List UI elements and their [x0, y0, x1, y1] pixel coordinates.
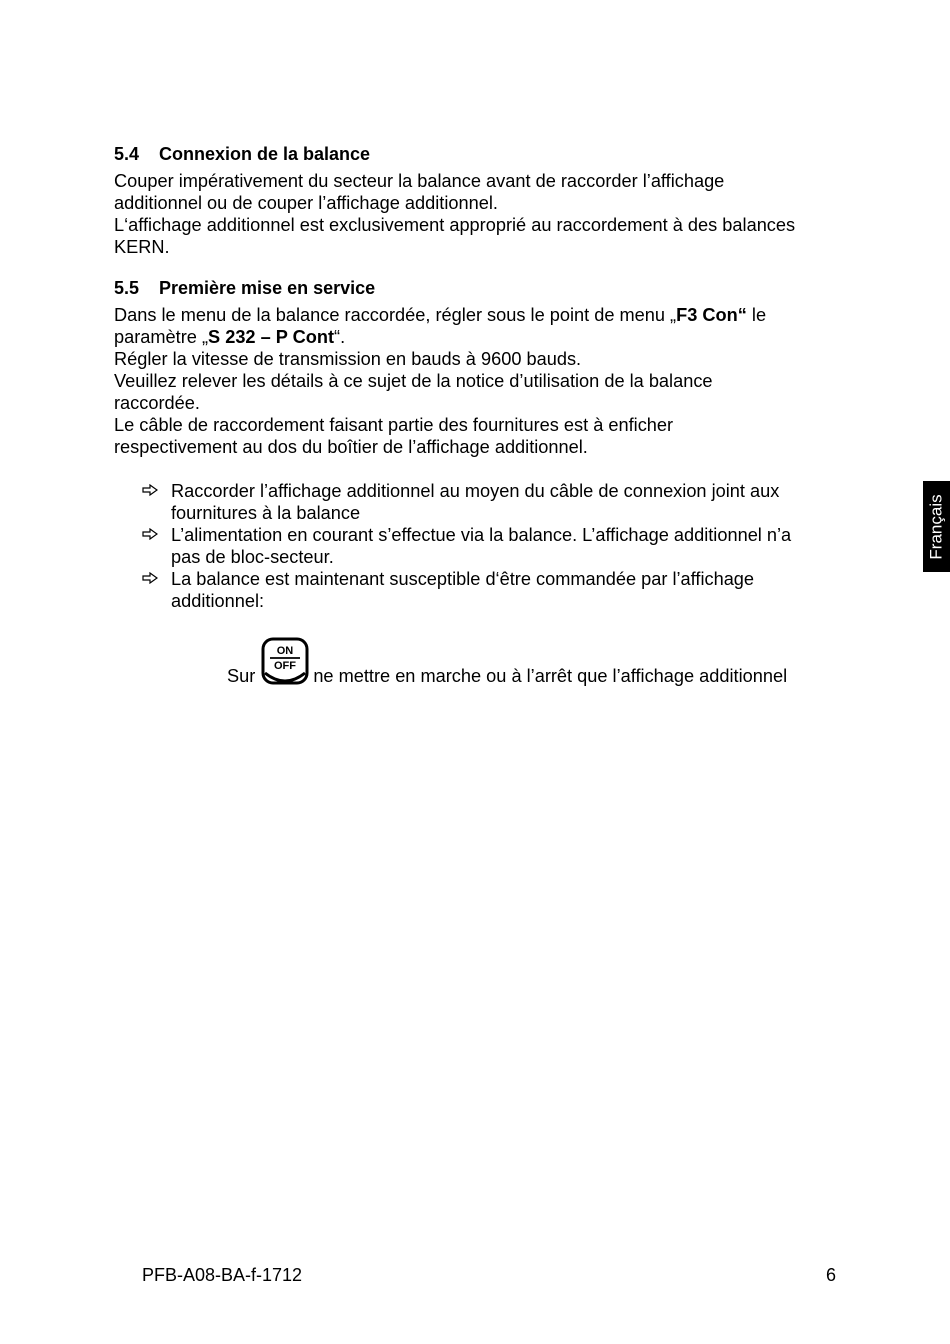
section-title: Connexion de la balance [159, 144, 371, 164]
list-item-line: fournitures à la balance [171, 503, 361, 523]
onoff-suffix: ne mettre en marche ou à l’arrêt que l’affichage additionnel [313, 666, 788, 686]
menu-point-name: F3 Con“ [676, 305, 747, 325]
list-item-line: Raccorder l’affichage additionnel au moyen du câble de connexion joint aux [171, 481, 780, 501]
section-number: 5.5 [114, 278, 140, 298]
text-run: “. [334, 327, 346, 347]
list-item-line: pas de bloc-secteur. [171, 547, 334, 567]
paragraph-line: Couper impérativement du secteur la balance avant de raccorder l’affichage [114, 171, 725, 191]
instruction-list [142, 480, 862, 612]
section-heading-5-5 [114, 277, 375, 299]
list-item [142, 480, 862, 524]
on-off-key-icon [261, 637, 309, 687]
language-tab [923, 481, 950, 572]
paragraph-line: Le câble de raccordement faisant partie des fournitures est à enficher [114, 415, 674, 435]
language-tab-label: Français [926, 493, 946, 560]
section-title: Première mise en service [159, 278, 376, 298]
paragraph-line-parameter [114, 326, 854, 348]
list-item-line: additionnel: [171, 591, 265, 611]
list-item [142, 524, 862, 568]
paragraph-line: KERN. [114, 237, 170, 257]
text-run: Dans le menu de la balance raccordée, régler sous le point de menu „ [114, 305, 677, 325]
list-item [142, 568, 862, 612]
paragraph-line: additionnel ou de couper l’affichage additionnel. [114, 193, 498, 213]
footer-page-number: 6 [826, 1265, 837, 1285]
paragraph-line: raccordée. [114, 393, 200, 413]
section-5-5-body [114, 304, 854, 458]
paragraph-line: respectivement au dos du boîtier de l’affichage additionnel. [114, 437, 588, 457]
paragraph-line-menu [114, 304, 854, 326]
onoff-prefix: Sur [227, 666, 256, 686]
arrow-right-icon [142, 528, 158, 540]
paragraph-line: Veuillez relever les détails à ce sujet de la notice d’utilisation de la balance [114, 371, 713, 391]
list-item-line: L’alimentation en courant s’effectue via la balance. L’affichage additionnel n’a [171, 525, 792, 545]
arrow-right-icon [142, 484, 158, 496]
arrow-right-icon [142, 572, 158, 584]
list-item-line: La balance est maintenant susceptible d‘être commandée par l’affichage [171, 569, 755, 589]
section-5-4-body [114, 170, 854, 258]
text-run: paramètre „ [114, 327, 209, 347]
paragraph-line: Régler la vitesse de transmission en bauds à 9600 bauds. [114, 349, 582, 369]
key-label-off: OFF [274, 660, 297, 672]
key-label-on: ON [277, 645, 294, 657]
footer-document-reference: PFB-A08-BA-f-1712 [142, 1265, 303, 1285]
section-number: 5.4 [114, 144, 140, 164]
paragraph-line: L‘affichage additionnel est exclusivement approprié au raccordement à des balances [114, 215, 796, 235]
text-run: le [746, 305, 767, 325]
section-heading-5-4 [114, 143, 370, 165]
parameter-name: S 232 – P Cont [208, 327, 335, 347]
onoff-instruction [227, 633, 787, 687]
